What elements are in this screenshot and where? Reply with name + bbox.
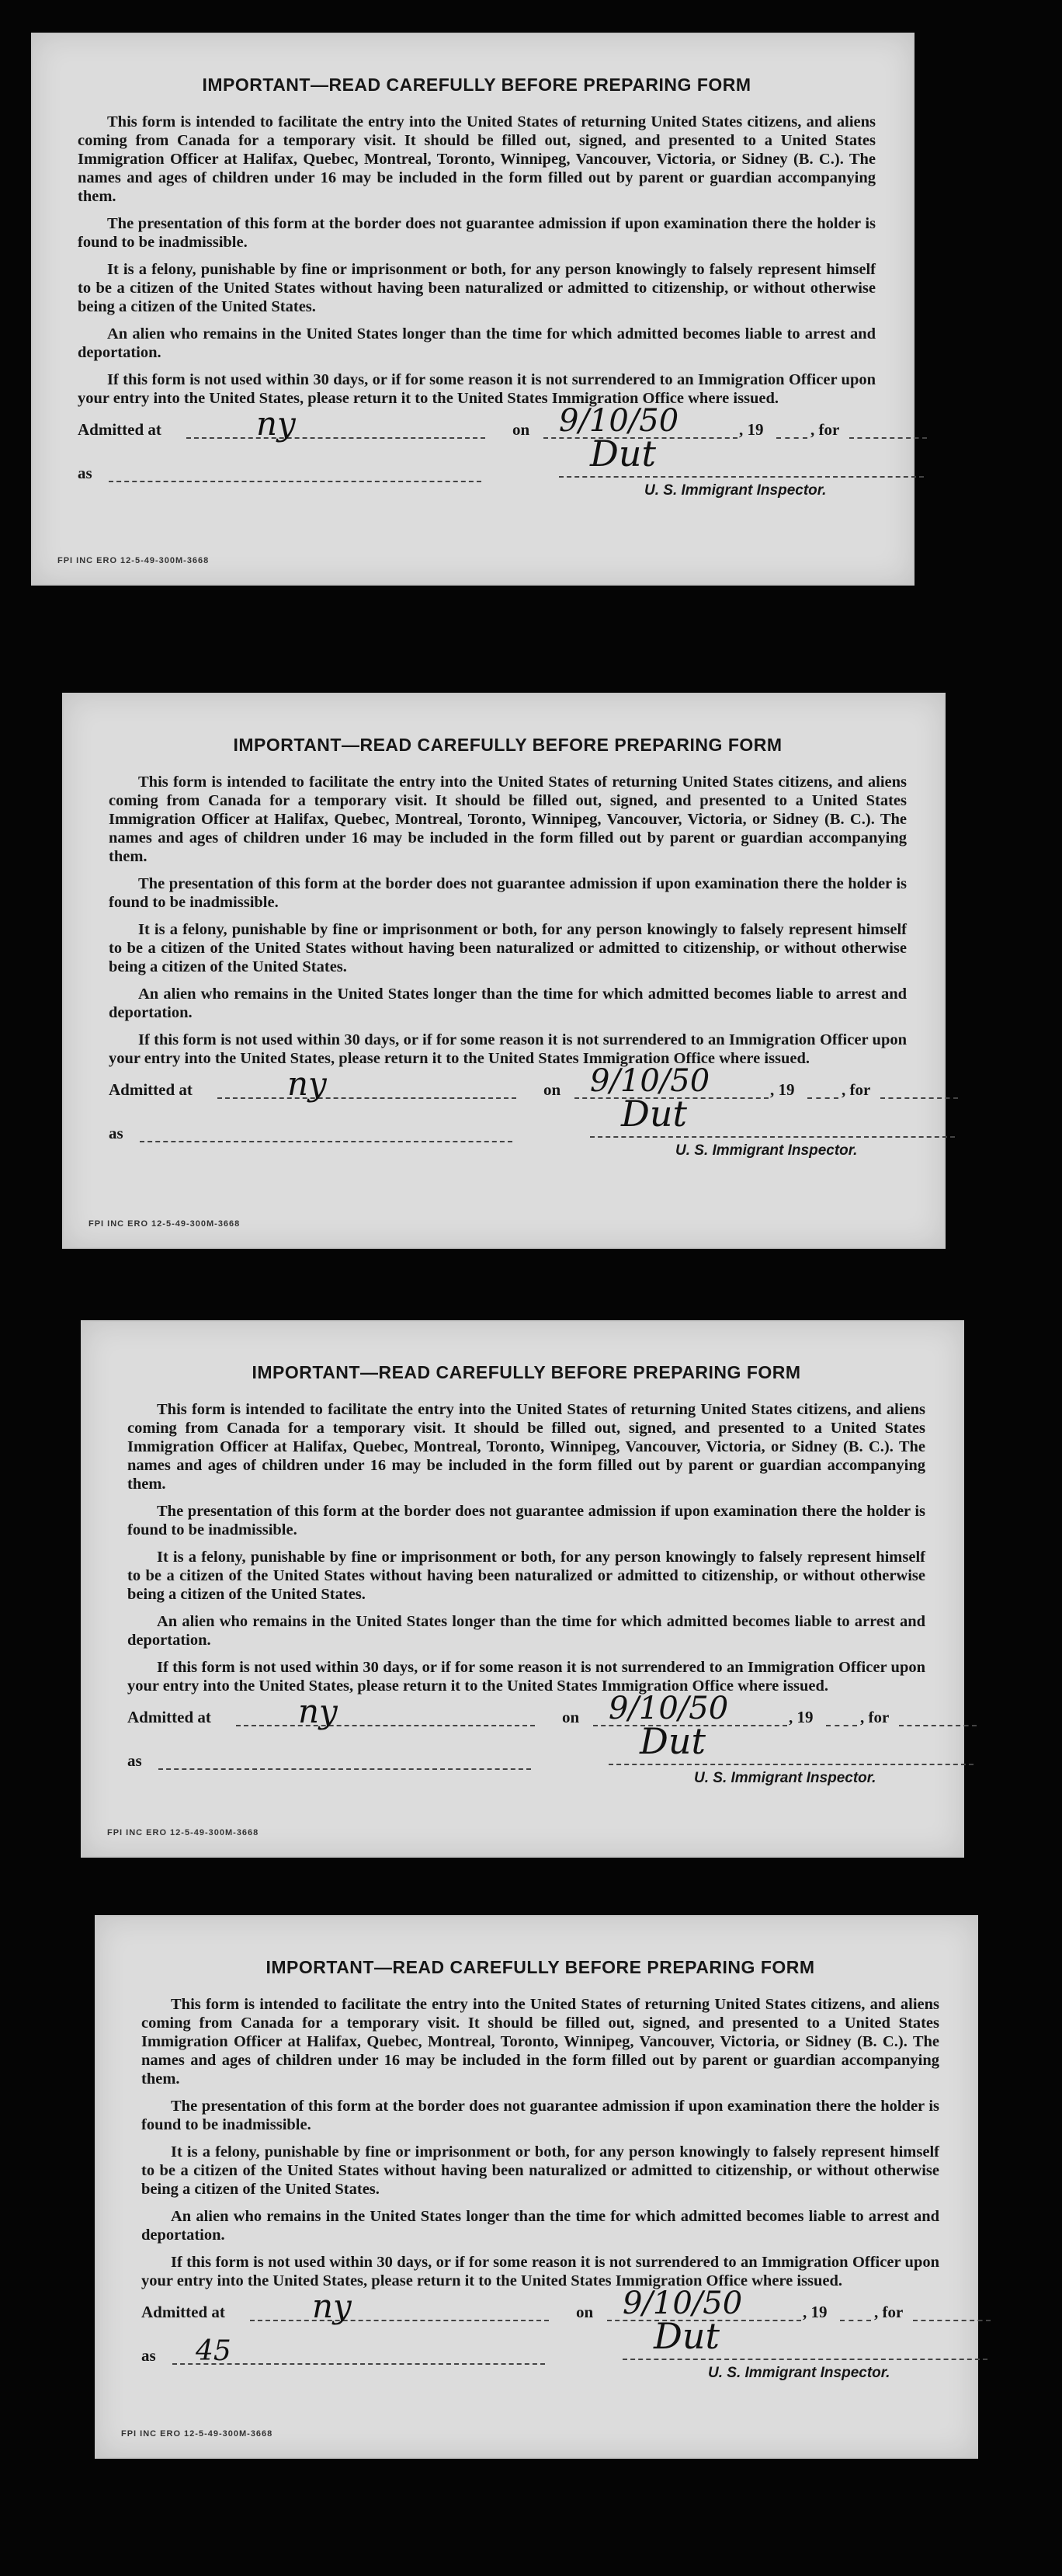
form-paragraph: It is a felony, punishable by fine or imprisonment or both, for any person knowingly to falsely represent himself to be a citizen of the United States without having been naturalized or admitted to citizenship, or without otherwise being a citizen of the United States.	[109, 921, 907, 975]
form-title: IMPORTANT—READ CAREFULLY BEFORE PREPARING FORM	[266, 1957, 815, 1977]
year-label: , 19	[739, 420, 764, 439]
form-paragraph: It is a felony, punishable by fine or imprisonment or both, for any person knowingly to falsely represent himself to be a citizen of the United States without having been naturalized or admitted to citizenship, or without otherwise being a citizen of the United States.	[141, 2143, 939, 2198]
admission-fields	[78, 403, 876, 520]
for-label: , for	[810, 420, 840, 439]
form-paragraph: The presentation of this form at the border does not guarantee admission if upon examination there the holder is found to be inadmissible.	[109, 875, 907, 911]
admitted-at-label: Admitted at	[109, 1080, 193, 1099]
signature-line	[623, 2351, 987, 2360]
inspector-signature: Dut	[640, 1720, 706, 1762]
entry-form-card	[81, 1320, 964, 1858]
inspector-title: U. S. Immigrant Inspector.	[675, 1142, 858, 1159]
year-line	[826, 1708, 857, 1726]
on-label: on	[562, 1708, 580, 1726]
form-paragraph: This form is intended to facilitate the entry into the United States of returning United States citizens, and aliens coming from Canada for a temporary visit. It should be filled out, signed, and presented to a United States Immigration Officer at Halifax, Quebec, Montreal, Toronto, Winnipeg, Vancouver, Victoria, or Sidney (B. C.). The names and ages of children under 16 may be included in the form filled out by parent or guardian accompanying them.	[78, 113, 876, 205]
form-title: IMPORTANT—READ CAREFULLY BEFORE PREPARING FORM	[233, 735, 783, 755]
as-line	[140, 1124, 512, 1142]
signature-line	[609, 1756, 974, 1765]
form-paragraph: If this form is not used within 30 days, or if for some reason it is not surrendered to an Immigration Officer upon your entry into the United States, please return it to the United States Immigration Office where issued.	[141, 2254, 939, 2289]
for-label: , for	[860, 1708, 890, 1726]
as-label: as	[78, 464, 92, 482]
date-value: 9/10/50	[623, 2286, 743, 2321]
form-paragraph: An alien who remains in the United States longer than the time for which admitted becomes liable to arrest and deportation.	[141, 2208, 939, 2244]
year-line	[776, 420, 807, 439]
for-line	[899, 1708, 977, 1726]
form-paragraph: The presentation of this form at the border does not guarantee admission if upon examination there the holder is found to be inadmissible.	[78, 215, 876, 251]
date-value: 9/10/50	[590, 1063, 710, 1099]
inspector-signature: Dut	[590, 433, 656, 475]
year-label: , 19	[770, 1080, 795, 1099]
admitted-at-line	[250, 2303, 549, 2321]
form-paragraph: If this form is not used within 30 days, or if for some reason it is not surrendered to an Immigration Officer upon your entry into the United States, please return it to the United States Immigration Office where issued.	[78, 371, 876, 407]
as-label: as	[109, 1124, 123, 1142]
signature-line	[559, 468, 924, 478]
date-value: 9/10/50	[559, 403, 679, 439]
form-paragraph: The presentation of this form at the border does not guarantee admission if upon examination there the holder is found to be inadmissible.	[127, 1503, 925, 1538]
admitted-at-label: Admitted at	[78, 420, 161, 439]
admission-fields	[109, 1063, 907, 1180]
entry-form-card	[62, 693, 946, 1249]
as-label: as	[141, 2346, 156, 2365]
inspector-signature: Dut	[654, 2315, 720, 2357]
year-label: , 19	[803, 2303, 828, 2321]
on-label: on	[576, 2303, 594, 2321]
form-paragraph: An alien who remains in the United States longer than the time for which admitted becomes liable to arrest and deportation.	[109, 986, 907, 1021]
form-paragraph: It is a felony, punishable by fine or imprisonment or both, for any person knowingly to falsely represent himself to be a citizen of the United States without having been naturalized or admitted to citizenship, or without otherwise being a citizen of the United States.	[127, 1549, 925, 1603]
entry-form-card	[95, 1915, 978, 2459]
year-label: , 19	[789, 1708, 814, 1726]
form-paragraph: This form is intended to facilitate the entry into the United States of returning United States citizens, and aliens coming from Canada for a temporary visit. It should be filled out, signed, and presented to a United States Immigration Officer at Halifax, Quebec, Montreal, Toronto, Winnipeg, Vancouver, Victoria, or Sidney (B. C.). The names and ages of children under 16 may be included in the form filled out by parent or guardian accompanying them.	[109, 773, 907, 865]
on-label: on	[512, 420, 530, 439]
on-label: on	[543, 1080, 561, 1099]
form-title: IMPORTANT—READ CAREFULLY BEFORE PREPARING FORM	[202, 75, 751, 95]
admission-fields	[141, 2286, 939, 2402]
form-paragraph: This form is intended to facilitate the entry into the United States of returning United States citizens, and aliens coming from Canada for a temporary visit. It should be filled out, signed, and presented to a United States Immigration Officer at Halifax, Quebec, Montreal, Toronto, Winnipeg, Vancouver, Victoria, or Sidney (B. C.). The names and ages of children under 16 may be included in the form filled out by parent or guardian accompanying them.	[141, 1996, 939, 2088]
admission-fields	[127, 1691, 925, 1807]
form-paragraph: If this form is not used within 30 days, or if for some reason it is not surrendered to an Immigration Officer upon your entry into the United States, please return it to the United States Immigration Office where issued.	[109, 1031, 907, 1067]
form-paragraph: It is a felony, punishable by fine or imprisonment or both, for any person knowingly to falsely represent himself to be a citizen of the United States without having been naturalized or admitted to citizenship, or without otherwise being a citizen of the United States.	[78, 261, 876, 315]
admitted-at-line	[217, 1080, 516, 1099]
as-label: as	[127, 1751, 142, 1770]
inspector-title: U. S. Immigrant Inspector.	[694, 1770, 876, 1786]
printer-code: FPI INC ERO 12-5-49-300M-3668	[57, 556, 210, 565]
form-paragraph: If this form is not used within 30 days, or if for some reason it is not surrendered to an Immigration Officer upon your entry into the United States, please return it to the United States Immigration Office where issued.	[127, 1659, 925, 1695]
year-line	[840, 2303, 871, 2321]
as-line	[109, 464, 481, 482]
date-value: 9/10/50	[609, 1691, 729, 1726]
for-line	[913, 2303, 991, 2321]
admitted-at-value: ny	[312, 2287, 352, 2325]
form-paragraph: An alien who remains in the United States longer than the time for which admitted becomes liable to arrest and deportation.	[127, 1613, 925, 1649]
admitted-at-label: Admitted at	[141, 2303, 225, 2321]
inspector-title: U. S. Immigrant Inspector.	[644, 482, 827, 499]
signature-line	[590, 1128, 955, 1138]
entry-form-card	[31, 33, 914, 586]
admitted-at-line	[236, 1708, 535, 1726]
for-label: , for	[874, 2303, 904, 2321]
form-paragraph: An alien who remains in the United States longer than the time for which admitted becomes liable to arrest and deportation.	[78, 325, 876, 361]
for-line	[880, 1080, 958, 1099]
as-line	[158, 1751, 531, 1770]
printer-code: FPI INC ERO 12-5-49-300M-3668	[121, 2429, 273, 2439]
admitted-at-value: ny	[287, 1065, 327, 1103]
admitted-at-line	[186, 420, 485, 439]
form-paragraph: This form is intended to facilitate the entry into the United States of returning United States citizens, and aliens coming from Canada for a temporary visit. It should be filled out, signed, and presented to a United States Immigration Officer at Halifax, Quebec, Montreal, Toronto, Winnipeg, Vancouver, Victoria, or Sidney (B. C.). The names and ages of children under 16 may be included in the form filled out by parent or guardian accompanying them.	[127, 1401, 925, 1493]
admitted-at-label: Admitted at	[127, 1708, 211, 1726]
inspector-signature: Dut	[621, 1093, 687, 1135]
for-line	[849, 420, 927, 439]
admitted-at-value: ny	[298, 1692, 338, 1730]
as-value: 45	[196, 2335, 231, 2367]
admitted-at-value: ny	[256, 405, 296, 443]
printer-code: FPI INC ERO 12-5-49-300M-3668	[88, 1219, 241, 1229]
inspector-title: U. S. Immigrant Inspector.	[708, 2365, 890, 2381]
printer-code: FPI INC ERO 12-5-49-300M-3668	[107, 1828, 259, 1837]
form-title: IMPORTANT—READ CAREFULLY BEFORE PREPARING FORM	[252, 1362, 801, 1382]
year-line	[807, 1080, 838, 1099]
form-paragraph: The presentation of this form at the border does not guarantee admission if upon examination there the holder is found to be inadmissible.	[141, 2098, 939, 2133]
for-label: , for	[842, 1080, 871, 1099]
